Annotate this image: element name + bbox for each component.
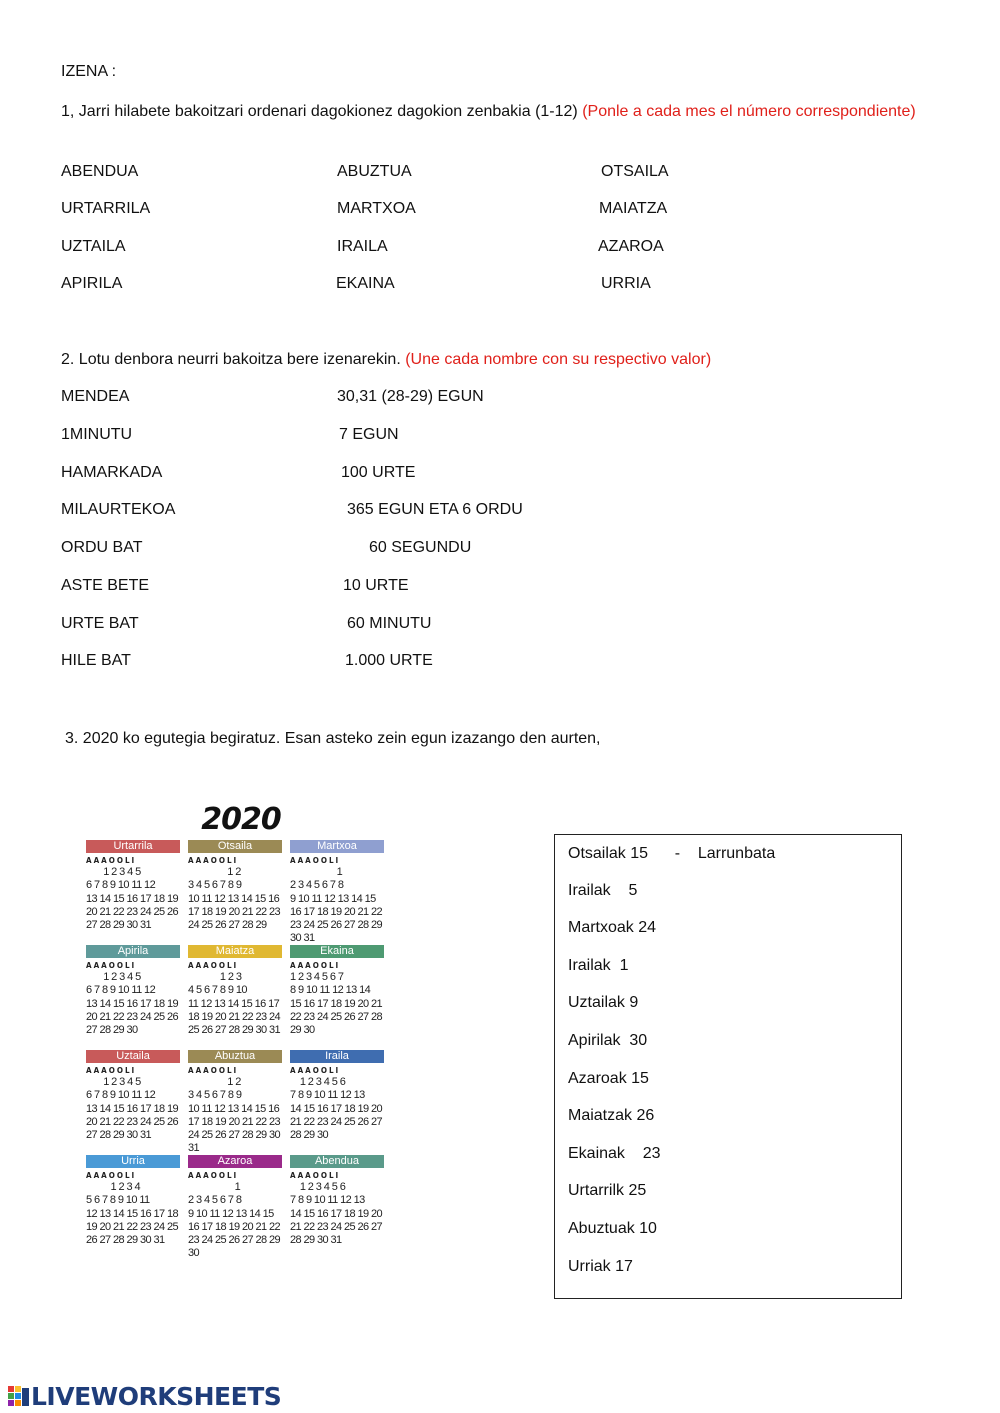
calendar-month-name: Maiatza <box>188 945 282 958</box>
calendar-month-name: Uztaila <box>86 1050 180 1063</box>
calendar-week-row: 1 <box>290 866 343 878</box>
time-unit-name: HILE BAT <box>61 652 131 669</box>
question-2-text: 2. Lotu denbora neurri bakoitza bere izenarekin. <box>61 351 406 368</box>
liveworksheets-logo-text: LIVEWORKSHEETS <box>31 1381 282 1411</box>
calendar-week-row: 1 2 3 4 5 <box>86 866 141 878</box>
calendar-week-row: 24 25 26 27 28 29 30 <box>188 1129 280 1142</box>
calendar-week-row: 24 25 26 27 28 29 <box>188 919 267 932</box>
calendar-day-letters: AAAOOLI <box>290 1066 341 1075</box>
calendar-2020 <box>86 800 386 1260</box>
month-item: MARTXOA <box>337 200 416 217</box>
calendar-month <box>290 945 384 1037</box>
calendar-week-row: 18 19 20 21 22 23 24 <box>188 1010 280 1023</box>
calendar-month-name: Martxoa <box>290 840 384 853</box>
calendar-day-letters: AAAOOLI <box>86 961 137 970</box>
calendar-year: 2020 <box>201 802 281 837</box>
calendar-day-letters: AAAOOLI <box>188 961 239 970</box>
calendar-day-letters: AAAOOLI <box>188 856 239 865</box>
answer-item: Irailak 1 <box>568 957 629 974</box>
time-unit-value: 10 URTE <box>343 577 409 594</box>
calendar-week-row: 30 31 <box>290 932 315 945</box>
month-item: AZAROA <box>598 238 664 255</box>
question-1-text: 1, Jarri hilabete bakoitzari ordenari dagokionez dagokion zenbakia (1-12) <box>61 103 583 120</box>
calendar-week-row: 21 22 23 24 25 26 27 <box>290 1220 382 1233</box>
calendar-week-row: 17 18 19 20 21 22 23 <box>188 905 280 918</box>
calendar-week-row: 22 23 24 25 26 27 28 <box>290 1010 382 1023</box>
calendar-week-row: 15 16 17 18 19 20 21 <box>290 997 382 1010</box>
calendar-month <box>86 945 180 1037</box>
name-label: IZENA : <box>61 63 117 80</box>
calendar-week-row: 10 11 12 13 14 15 16 <box>188 892 280 905</box>
answer-item: Apirilak 30 <box>568 1032 648 1049</box>
calendar-day-letters: AAAOOLI <box>290 961 341 970</box>
month-item: MAIATZA <box>599 200 668 217</box>
question-2 <box>61 350 711 370</box>
month-item: URRIA <box>601 275 651 292</box>
calendar-week-row: 12 13 14 15 16 17 18 <box>86 1207 178 1220</box>
month-item: UZTAILA <box>61 238 126 255</box>
calendar-week-row: 20 21 22 23 24 25 26 <box>86 1010 178 1023</box>
calendar-week-row: 23 24 25 26 27 28 29 <box>188 1234 280 1247</box>
liveworksheets-logo-icon <box>8 1384 30 1408</box>
answers-box <box>554 834 902 1299</box>
question-3-text: 3. 2020 ko egutegia begiratuz. Esan asteko zein egun izazango den aurten, <box>65 730 601 747</box>
calendar-week-row: 1 <box>188 1181 241 1193</box>
calendar-week-row: 7 8 9 10 11 12 13 <box>290 1089 365 1102</box>
time-unit-value: 1.000 URTE <box>345 652 433 669</box>
calendar-month <box>86 1050 180 1142</box>
calendar-week-row: 29 30 <box>290 1024 315 1037</box>
calendar-week-row: 16 17 18 19 20 21 22 <box>188 1220 280 1233</box>
calendar-week-row: 21 22 23 24 25 26 27 <box>290 1115 382 1128</box>
calendar-week-row: 13 14 15 16 17 18 19 <box>86 997 178 1010</box>
calendar-week-row: 28 29 30 <box>290 1129 329 1142</box>
answer-item: Ekainak 23 <box>568 1145 661 1162</box>
calendar-week-row: 1 2 3 4 <box>86 1181 141 1193</box>
answer-item: Urriak 17 <box>568 1258 633 1275</box>
answer-item: Urtarrilk 25 <box>568 1182 647 1199</box>
month-item: ABUZTUA <box>337 163 412 180</box>
answer-item: Azaroak 15 <box>568 1070 649 1087</box>
calendar-week-row: 4 5 6 7 8 9 10 <box>188 984 247 997</box>
time-unit-value: 30,31 (28-29) EGUN <box>337 388 484 405</box>
calendar-month-name: Urria <box>86 1155 180 1168</box>
calendar-week-row: 1 2 3 4 5 <box>86 1076 141 1088</box>
calendar-week-row: 13 14 15 16 17 18 19 <box>86 1102 178 1115</box>
calendar-week-row: 5 6 7 8 9 10 11 <box>86 1194 150 1207</box>
calendar-month <box>290 1050 384 1142</box>
calendar-week-row: 6 7 8 9 10 11 12 <box>86 984 156 997</box>
calendar-week-row: 8 9 10 11 12 13 14 <box>290 984 371 997</box>
calendar-week-row: 27 28 29 30 31 <box>86 1129 152 1142</box>
month-item: APIRILA <box>61 275 123 292</box>
calendar-week-row: 16 17 18 19 20 21 22 <box>290 905 382 918</box>
calendar-week-row: 1 2 3 4 5 6 <box>290 1181 346 1193</box>
answer-item: Uztailak 9 <box>568 994 639 1011</box>
calendar-week-row: 1 2 3 4 5 6 7 <box>290 971 344 983</box>
calendar-month-name: Otsaila <box>188 840 282 853</box>
calendar-day-letters: AAAOOLI <box>290 856 341 865</box>
liveworksheets-logo <box>8 1381 281 1411</box>
question-1-translation: (Ponle a cada mes el número correspondiente) <box>582 103 916 120</box>
calendar-week-row: 1 2 3 4 5 6 <box>290 1076 346 1088</box>
calendar-day-letters: AAAOOLI <box>86 1171 137 1180</box>
calendar-month <box>86 1155 180 1247</box>
calendar-week-row: 26 27 28 29 30 31 <box>86 1234 165 1247</box>
calendar-week-row: 25 26 27 28 29 30 31 <box>188 1024 280 1037</box>
calendar-week-row: 14 15 16 17 18 19 20 <box>290 1102 382 1115</box>
calendar-month-name: Apirila <box>86 945 180 958</box>
calendar-month <box>188 945 282 1037</box>
month-item: ABENDUA <box>61 163 139 180</box>
time-unit-value: 100 URTE <box>341 464 416 481</box>
calendar-week-row: 6 7 8 9 10 11 12 <box>86 1089 156 1102</box>
calendar-month-name: Abendua <box>290 1155 384 1168</box>
calendar-day-letters: AAAOOLI <box>86 856 137 865</box>
calendar-day-letters: AAAOOLI <box>188 1171 239 1180</box>
calendar-week-row: 1 2 3 4 5 <box>86 971 141 983</box>
time-unit-name: 1MINUTU <box>61 426 133 443</box>
time-unit-name: MILAURTEKOA <box>61 501 176 518</box>
calendar-day-letters: AAAOOLI <box>188 1066 239 1075</box>
calendar-week-row: 27 28 29 30 <box>86 1024 138 1037</box>
calendar-week-row: 31 <box>188 1142 200 1155</box>
time-unit-value: 7 EGUN <box>339 426 399 443</box>
calendar-month <box>86 840 180 932</box>
calendar-week-row: 10 11 12 13 14 15 16 <box>188 1102 280 1115</box>
answer-item: Martxoak 24 <box>568 919 657 936</box>
calendar-week-row: 9 10 11 12 13 14 15 <box>188 1207 274 1220</box>
calendar-week-row: 27 28 29 30 31 <box>86 919 152 932</box>
calendar-month <box>290 1155 384 1247</box>
answer-item: Otsailak 15 - Larrunbata <box>568 845 776 862</box>
calendar-day-letters: AAAOOLI <box>290 1171 341 1180</box>
calendar-week-row: 2 3 4 5 6 7 8 <box>188 1194 242 1207</box>
time-unit-value: 60 MINUTU <box>347 615 432 632</box>
calendar-week-row: 9 10 11 12 13 14 15 <box>290 892 376 905</box>
time-unit-name: HAMARKADA <box>61 464 163 481</box>
calendar-week-row: 20 21 22 23 24 25 26 <box>86 905 178 918</box>
calendar-week-row: 3 4 5 6 7 8 9 <box>188 879 242 892</box>
calendar-week-row: 1 2 <box>188 1076 241 1088</box>
calendar-week-row: 14 15 16 17 18 19 20 <box>290 1207 382 1220</box>
calendar-week-row: 13 14 15 16 17 18 19 <box>86 892 178 905</box>
calendar-month <box>290 840 384 946</box>
month-item: OTSAILA <box>601 163 669 180</box>
calendar-week-row: 20 21 22 23 24 25 26 <box>86 1115 178 1128</box>
calendar-week-row: 23 24 25 26 27 28 29 <box>290 919 382 932</box>
month-item: IRAILA <box>337 238 388 255</box>
answer-item: Maiatzak 26 <box>568 1107 655 1124</box>
calendar-week-row: 3 4 5 6 7 8 9 <box>188 1089 242 1102</box>
calendar-week-row: 11 12 13 14 15 16 17 <box>188 997 280 1010</box>
calendar-month <box>188 1050 282 1156</box>
calendar-month-name: Ekaina <box>290 945 384 958</box>
calendar-week-row: 2 3 4 5 6 7 8 <box>290 879 344 892</box>
time-unit-name: MENDEA <box>61 388 130 405</box>
answer-item: Irailak 5 <box>568 882 638 899</box>
question-2-translation: (Une cada nombre con su respectivo valor) <box>405 351 712 368</box>
month-item: URTARRILA <box>61 200 151 217</box>
calendar-week-row: 6 7 8 9 10 11 12 <box>86 879 156 892</box>
time-unit-value: 365 EGUN ETA 6 ORDU <box>347 501 523 518</box>
month-item: EKAINA <box>336 275 395 292</box>
calendar-day-letters: AAAOOLI <box>86 1066 137 1075</box>
calendar-week-row: 28 29 30 31 <box>290 1234 342 1247</box>
calendar-week-row: 1 2 3 <box>188 971 242 983</box>
question-1 <box>61 100 921 124</box>
calendar-month-name: Urtarrila <box>86 840 180 853</box>
calendar-month <box>188 1155 282 1261</box>
calendar-week-row: 19 20 21 22 23 24 25 <box>86 1220 178 1233</box>
calendar-month-name: Iraila <box>290 1050 384 1063</box>
calendar-month-name: Abuztua <box>188 1050 282 1063</box>
answer-item: Abuztuak 10 <box>568 1220 657 1237</box>
calendar-week-row: 7 8 9 10 11 12 13 <box>290 1194 365 1207</box>
time-unit-name: URTE BAT <box>61 615 139 632</box>
calendar-week-row: 1 2 <box>188 866 241 878</box>
time-unit-value: 60 SEGUNDU <box>369 539 472 556</box>
calendar-week-row: 17 18 19 20 21 22 23 <box>188 1115 280 1128</box>
time-unit-name: ASTE BETE <box>61 577 150 594</box>
calendar-week-row: 30 <box>188 1247 200 1260</box>
time-unit-name: ORDU BAT <box>61 539 143 556</box>
calendar-month <box>188 840 282 932</box>
calendar-month-name: Azaroa <box>188 1155 282 1168</box>
